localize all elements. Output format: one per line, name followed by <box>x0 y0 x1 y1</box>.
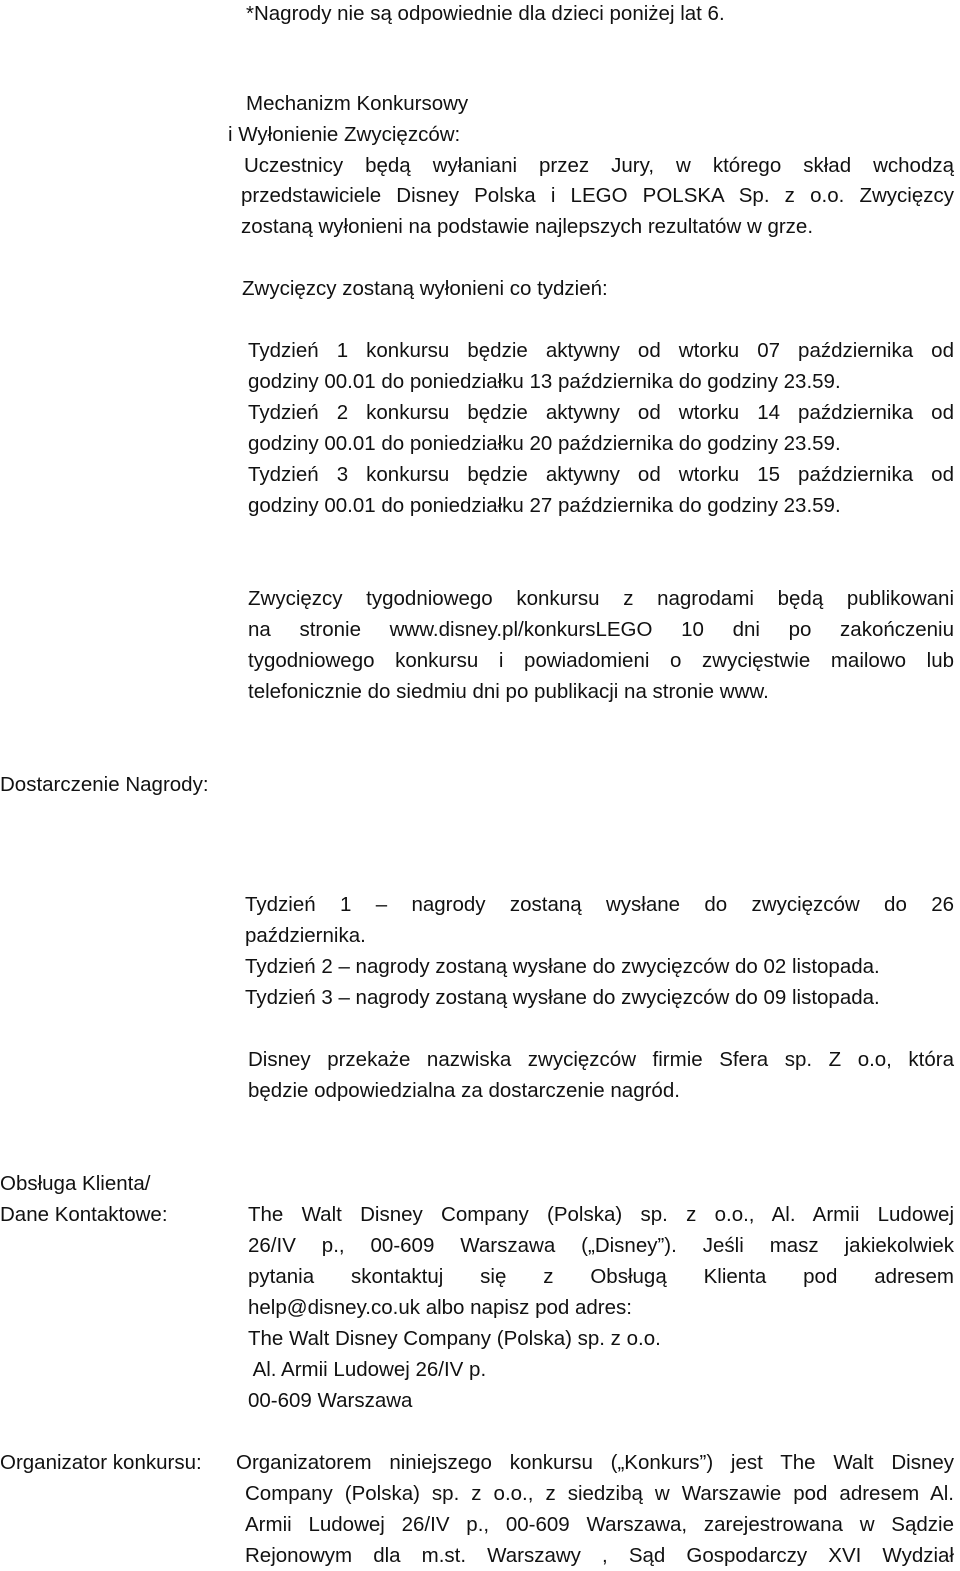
delivery-note-line: będzie odpowiedzialna za dostarczenie nagród. <box>248 1079 680 1102</box>
delivery-line: Tydzień 2 – nagrody zostaną wysłane do zwycięzców do 02 listopada. <box>245 955 880 978</box>
mechanism-title-line1: Mechanizm Konkursowy <box>246 92 469 115</box>
mechanism-paragraph-line: zostaną wyłonieni na podstawie najlepszych rezultatów w grze. <box>241 215 814 238</box>
contact-line: 00-609 Warszawa <box>248 1389 413 1412</box>
delivery-heading: Dostarczenie Nagrody: <box>0 773 209 796</box>
organizer-line: Armii Ludowej 26/IV p., 00-609 Warszawa, zarejestrowana w Sądzie <box>245 1513 954 1536</box>
organizer-line: Rejonowym dla m.st. Warszawy , Sąd Gospodarczy XVI Wydział <box>245 1544 954 1567</box>
organizer-line: Organizatorem niniejszego konkursu („Konkurs”) jest The Walt Disney <box>236 1451 954 1474</box>
winners-line: telefonicznie do siedmiu dni po publikacji na stronie www. <box>248 680 769 703</box>
week-line: Tydzień 2 konkursu będzie aktywny od wtorku 14 października od <box>248 401 954 424</box>
mechanism-paragraph-line: przedstawiciele Disney Polska i LEGO POLSKA Sp. z o.o. Zwycięzcy <box>241 184 954 207</box>
contact-line: The Walt Disney Company (Polska) sp. z o.o. <box>248 1327 661 1350</box>
contact-heading-line2: Dane Kontaktowe: <box>0 1203 168 1226</box>
winners-line: tygodniowego konkursu i powiadomieni o zwycięstwie mailowo lub <box>248 649 954 672</box>
organizer-heading: Organizator konkursu: <box>0 1451 202 1474</box>
contact-heading-line1: Obsługa Klienta/ <box>0 1172 151 1195</box>
mechanism-title-line2: i Wyłonienie Zwycięzców: <box>228 123 461 146</box>
delivery-note-line: Disney przekaże nazwiska zwycięzców firmie Sfera sp. Z o.o, która <box>248 1048 954 1071</box>
week-line: Tydzień 1 konkursu będzie aktywny od wtorku 07 października od <box>248 339 954 362</box>
delivery-line: Tydzień 1 – nagrody zostaną wysłane do zwycięzców do 26 <box>245 893 954 916</box>
contact-line: 26/IV p., 00-609 Warszawa („Disney”). Jeśli masz jakiekolwiek <box>248 1234 954 1257</box>
delivery-line: października. <box>245 924 366 947</box>
contact-line: pytania skontaktuj się z Obsługą Klienta pod adresem <box>248 1265 954 1288</box>
week-line: godziny 00.01 do poniedziałku 13 października do godziny 23.59. <box>248 370 841 393</box>
mechanism-paragraph-line: Uczestnicy będą wyłaniani przez Jury, w którego skład wchodzą <box>244 154 954 177</box>
week-line: Tydzień 3 konkursu będzie aktywny od wtorku 15 października od <box>248 463 954 486</box>
contact-email-line: help@disney.co.uk albo napisz pod adres: <box>248 1296 632 1319</box>
delivery-line: Tydzień 3 – nagrody zostaną wysłane do zwycięzców do 09 listopada. <box>245 986 880 1009</box>
organizer-line: Company (Polska) sp. z o.o., z siedzibą w Warszawie pod adresem Al. <box>245 1482 954 1505</box>
winners-line: Zwycięzcy tygodniowego konkursu z nagrodami będą publikowani <box>248 587 954 610</box>
weekly-intro: Zwycięzcy zostaną wyłonieni co tydzień: <box>242 277 608 300</box>
week-line: godziny 00.01 do poniedziałku 20 października do godziny 23.59. <box>248 432 841 455</box>
contact-line: The Walt Disney Company (Polska) sp. z o.o., Al. Armii Ludowej <box>248 1203 954 1226</box>
week-line: godziny 00.01 do poniedziałku 27 października do godziny 23.59. <box>248 494 841 517</box>
contact-line: Al. Armii Ludowej 26/IV p. <box>248 1358 487 1381</box>
winners-line: na stronie www.disney.pl/konkursLEGO 10 dni po zakończeniu <box>248 618 954 641</box>
prize-age-footnote: *Nagrody nie są odpowiednie dla dzieci poniżej lat 6. <box>246 2 725 25</box>
